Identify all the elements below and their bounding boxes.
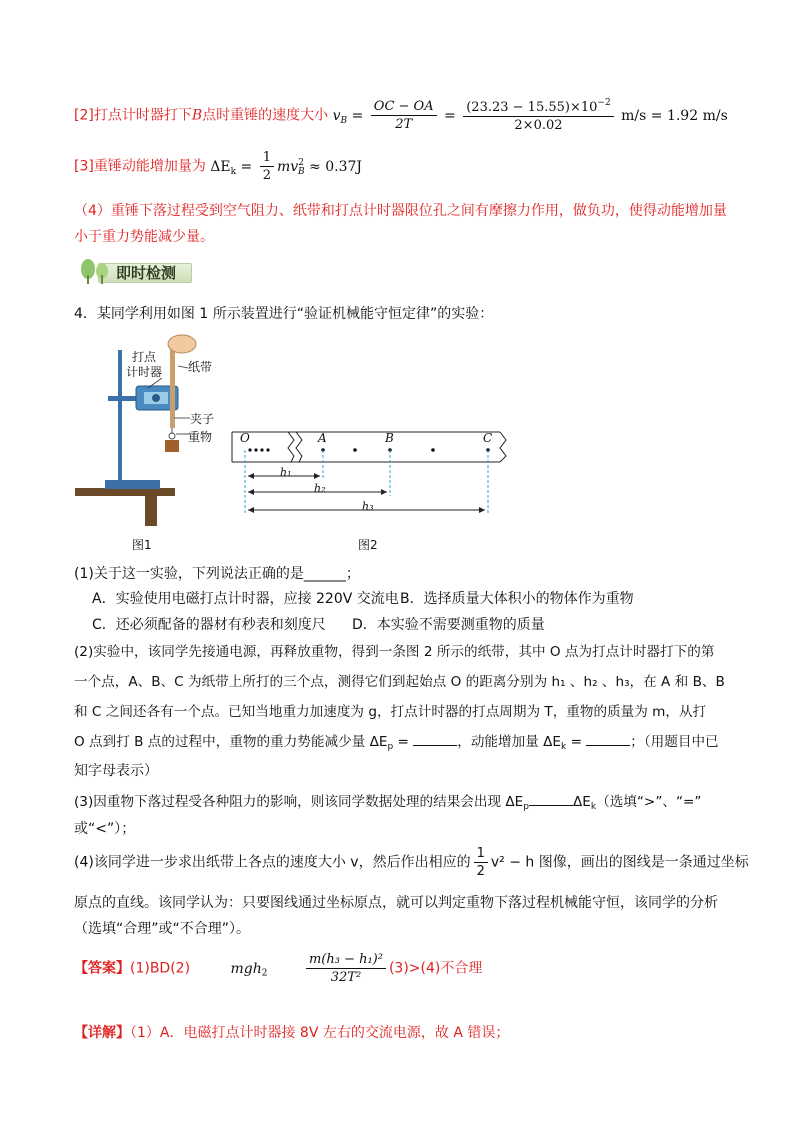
q3-line1: (3)因重物下落过程受各种阻力的影响，则该同学数据处理的结果会出现 $\Delta E_p$ $\Delta E_k$（选填“>”、“=”	[74, 790, 701, 812]
q4-line1: (4)该同学进一步求出纸带上各点的速度大小 v，然后作出相应的 $\frac{1}{2}$ v² − h 图像，画出的图线是一条通过坐标	[74, 846, 749, 879]
figure-2-caption: 图2	[358, 538, 378, 552]
point-B: B	[385, 431, 394, 445]
label-weight: 重物	[188, 430, 213, 444]
section-banner	[78, 257, 190, 285]
label-h3: h₃	[362, 500, 374, 513]
question-stem: 4．某同学利用如图 1 所示装置进行“验证机械能守恒定律”的实验：	[74, 306, 494, 322]
fraction-numeric: $\frac{(23.23 - 15.55)\times 10^{-2}}{2\times 0.02}$	[463, 98, 613, 133]
label-tape: 纸带	[188, 360, 213, 374]
label-timer-1: 打点	[132, 350, 157, 364]
q4-line3: （选填“合理”或“不合理”）。	[74, 921, 251, 937]
answer-part4: （4）重锤下落过程受到空气阻力、纸带和打点计时器限位孔之间有摩擦力作用，做负功，使得动能增加量小于重力势能减少量。	[74, 203, 727, 245]
point-A: A	[318, 431, 327, 445]
q1-option-c: C．还必须配备的器材有秒表和刻度尺	[92, 617, 326, 633]
q1-option-d: D．本实验不需要测重物的质量	[352, 617, 545, 633]
section-title: 即时检测	[116, 264, 177, 282]
label-clip: 夹子	[190, 412, 215, 426]
paper-tape-diagram	[230, 428, 520, 528]
answer-blank-kinetic[interactable]	[586, 731, 630, 746]
answer-part2: [2]打点计时器打下B点时重锤的速度大小 $v_B$ = $\frac{OC - OA}{2T}$ = $\frac{(23.23 - 15.55)\times 10^{-2}}{2\times 0.02}$ m/s = 1.92 m/s	[74, 98, 728, 133]
label-timer-2: 计时器	[126, 365, 163, 379]
answer-blank-compare[interactable]	[529, 791, 573, 806]
answer-key: 【答案】(1)BD(2) mgh$_2$ $\frac{\text{m(h₃ − h₁)²}}{\text{32T²}}$ (3)>(4)不合理	[74, 952, 483, 985]
point-C: C	[483, 431, 493, 445]
label-h2: h₂	[314, 482, 326, 495]
q2-line2: 一个点，A、B、C 为纸带上所打的三个点，测得它们到起始点 O 的距离分别为 h₁ 、h₂ 、h₃，在 A 和 B、B	[74, 674, 725, 690]
q1-option-a: A．实验使用电磁打点计时器，应接 220V 交流电	[92, 591, 399, 607]
q2-line3: 和 C 之间还各有一个点。已知当地重力加速度为 g，打点计时器的打点周期为 T，重物的质量为 m，从打	[74, 704, 707, 720]
label-h1: h₁	[280, 466, 292, 479]
figure-2	[230, 428, 520, 553]
fraction-half: $\frac{1}{2}$	[260, 150, 274, 183]
point-O: O	[240, 431, 250, 445]
q1-stem: (1)关于这一实验，下列说法正确的是______；	[74, 566, 360, 582]
answer-blank-potential[interactable]	[413, 731, 457, 746]
figure-1-caption: 图1	[132, 538, 152, 552]
tree-icon	[78, 257, 118, 285]
q2-line1: (2)实验中，该同学先接通电源，再释放重物，得到一条图 2 所示的纸带，其中 O 点为打点计时器打下的第	[74, 644, 715, 660]
q2-line4: O 点到打 B 点的过程中，重物的重力势能减少量 $\Delta E_p$ = ，动能增加量 $\Delta E_k$ = ；（用题目中已	[74, 730, 719, 752]
q3-line2: 或“<”）；	[74, 821, 136, 837]
fraction-oc-oa: $\frac{OC - OA}{2T}$	[371, 99, 437, 132]
figure-1	[70, 330, 240, 550]
q1-option-b: B．选择质量大体积小的物体作为重物	[400, 591, 634, 607]
q4-line2: 原点的直线。该同学认为：只要图线通过坐标原点，就可以判定重物下落过程机械能守恒，该同学的分析	[74, 895, 718, 911]
fraction-half-q4: $\frac{1}{2}$	[474, 846, 488, 879]
q2-line5: 知字母表示）	[74, 763, 158, 779]
fraction-kinetic-answer: $\frac{\text{m(h₃ − h₁)²}}{\text{32T²}}$	[306, 952, 386, 985]
detail: 【详解】（1）A．电磁打点计时器接 8V 左右的交流电源，故 A 错误；	[74, 1025, 510, 1041]
answer-part3: [3]重锤动能增加量为 $\Delta E_k$ = $\frac{1}{2}$ $mv^2_B \approx 0.37J$	[74, 150, 362, 183]
